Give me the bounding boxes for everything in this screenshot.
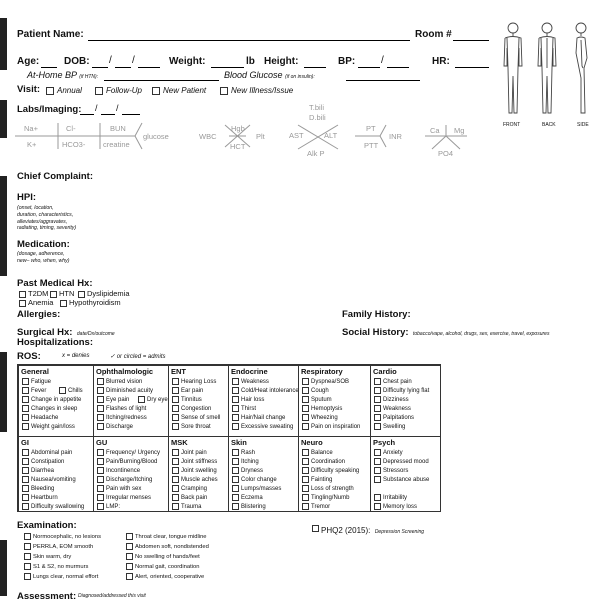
lab-ast: AST	[289, 131, 304, 140]
ros-section-title: Endocrine	[231, 367, 268, 376]
checkbox[interactable]	[302, 503, 309, 510]
lab-ptt: PTT	[364, 141, 379, 150]
checkbox[interactable]	[172, 387, 179, 394]
exam-item[interactable]: Skin warm, dry	[24, 553, 71, 560]
ros-section-title: GU	[96, 438, 108, 447]
checkbox[interactable]	[374, 378, 381, 385]
ros-section-title: Skin	[231, 438, 247, 447]
ros-section-ent	[168, 365, 229, 437]
visit-option-new-patient[interactable]: New Patient	[152, 86, 206, 95]
weight-field[interactable]	[211, 67, 244, 68]
hpi-note: (onset, location, duration, characteristics, alleviates/aggravates, radiating, timing, severity)	[17, 205, 77, 232]
visit-option-new-illness[interactable]: New Illness/Issue	[220, 86, 293, 95]
ros-item[interactable]: Difficulty swallowing	[22, 503, 84, 511]
ros-section-respiratory	[298, 365, 371, 437]
room-label: Room #	[415, 29, 452, 40]
lab-creatine: creatine	[103, 140, 130, 149]
checkbox[interactable]	[19, 291, 26, 298]
ros-item[interactable]: Joint swelling	[172, 467, 217, 475]
assessment-note: Diagnosed/addressed this visit	[78, 593, 146, 599]
checkbox[interactable]	[22, 503, 29, 510]
ros-item[interactable]: Lumps/masses	[232, 485, 281, 493]
checkbox[interactable]	[374, 467, 381, 474]
checkbox[interactable]	[374, 476, 381, 483]
ros-item[interactable]: Blurred vision	[97, 378, 142, 386]
ros-item[interactable]: Swelling	[374, 423, 405, 431]
bp-label: BP:	[338, 56, 356, 67]
checkbox[interactable]	[24, 553, 31, 560]
lab-alkp: Alk P	[307, 149, 325, 158]
checkbox[interactable]	[22, 476, 29, 483]
checkbox[interactable]	[232, 485, 239, 492]
checkbox[interactable]	[172, 485, 179, 492]
checkbox[interactable]	[172, 494, 179, 501]
checkbox[interactable]	[138, 396, 145, 403]
ros-item[interactable]: Sputum	[302, 396, 332, 404]
ros-section-gi	[18, 436, 94, 512]
ros-item[interactable]: Hair loss	[232, 396, 264, 404]
ros-item[interactable]: Pain with sex	[97, 485, 141, 493]
checkbox[interactable]	[172, 378, 179, 385]
ros-item[interactable]: Anxiety	[374, 449, 403, 457]
checkbox[interactable]	[232, 476, 239, 483]
exam-item[interactable]: Normal gait, coordination	[126, 563, 199, 570]
exam-item[interactable]: PERRLA, EOM smooth	[24, 543, 93, 550]
ros-item[interactable]: Hearing Loss	[172, 378, 216, 386]
bp-diastolic-field[interactable]	[387, 67, 409, 68]
athome-bp-field[interactable]	[104, 80, 219, 81]
checkbox[interactable]	[97, 485, 104, 492]
family-history-label: Family History:	[342, 309, 411, 320]
ros-item[interactable]: Dry eye	[138, 396, 168, 404]
ros-legend-denies: x = denies	[62, 353, 90, 359]
ros-section-title: Psych	[373, 438, 396, 447]
ros-item[interactable]: Headache	[22, 414, 58, 422]
checkbox[interactable]	[59, 387, 66, 394]
ros-item[interactable]: Congestion	[172, 405, 211, 413]
ros-item[interactable]: Thirst	[232, 405, 256, 413]
checkbox[interactable]	[374, 423, 381, 430]
checkbox[interactable]	[22, 387, 29, 394]
chief-complaint-label: Chief Complaint:	[17, 171, 93, 182]
ros-item[interactable]: Fever	[22, 387, 46, 395]
checkbox[interactable]	[302, 414, 309, 421]
checkbox[interactable]	[232, 458, 239, 465]
checkbox[interactable]	[302, 378, 309, 385]
ros-item[interactable]: Ear pain	[172, 387, 203, 395]
ros-item[interactable]: Excessive sweating	[232, 423, 293, 431]
lab-hgb: Hgb	[231, 124, 245, 133]
age-label: Age:	[17, 56, 40, 67]
ros-item[interactable]: Constipation	[22, 458, 64, 466]
ros-item[interactable]: Fainting	[302, 476, 332, 484]
ros-item[interactable]: Pain on inspiration	[302, 423, 360, 431]
ros-item[interactable]: Cough	[302, 387, 329, 395]
ros-section-title: MSK	[171, 438, 188, 447]
checkbox[interactable]	[172, 503, 179, 510]
body-label-front: FRONT	[503, 122, 521, 128]
checkbox[interactable]	[232, 449, 239, 456]
lab-cl: Cl-	[66, 124, 76, 133]
pmh-option-hypothyroidism[interactable]: Hypothyroidism	[60, 298, 121, 307]
checkbox[interactable]	[172, 414, 179, 421]
checkbox[interactable]	[22, 396, 29, 403]
surgical-history: Surgical Hx: date/Dx/outcome	[17, 327, 115, 338]
exam-item[interactable]: S1 & S2, no murmurs	[24, 563, 88, 570]
checkbox[interactable]	[232, 467, 239, 474]
ros-item[interactable]: Chest pain	[374, 378, 412, 386]
checkbox[interactable]	[97, 387, 104, 394]
ros-section-msk	[168, 436, 229, 512]
checkbox[interactable]	[232, 387, 239, 394]
blood-glucose-label: Blood Glucose	[224, 70, 283, 80]
ros-item[interactable]: Itching/redness	[97, 414, 147, 422]
lab-bun: BUN	[110, 124, 126, 133]
checkbox[interactable]	[302, 458, 309, 465]
checkbox[interactable]	[172, 458, 179, 465]
ros-item[interactable]: Loss of strength	[302, 485, 354, 493]
ros-item[interactable]: Trauma	[172, 503, 201, 511]
checkbox[interactable]	[126, 533, 133, 540]
visit-label: Visit:	[17, 84, 41, 95]
left-margin-bar	[0, 352, 7, 432]
pmh-option-anemia[interactable]: Anemia	[19, 298, 53, 307]
hr-field[interactable]	[455, 67, 489, 68]
checkbox[interactable]	[302, 405, 309, 412]
ros-item[interactable]: Coordination	[302, 458, 345, 466]
body-label-back: BACK	[542, 122, 556, 128]
checkbox[interactable]	[374, 387, 381, 394]
ros-item[interactable]: Substance abuse	[374, 476, 429, 484]
ros-section-title: GI	[21, 438, 29, 447]
checkbox[interactable]	[97, 449, 104, 456]
lab-inr: INR	[389, 132, 402, 141]
checkbox[interactable]	[172, 405, 179, 412]
hr-label: HR:	[432, 56, 450, 67]
ros-section-title: Ophthalmologic	[96, 367, 154, 376]
checkbox[interactable]	[60, 300, 67, 307]
ros-section-title: Respiratory	[301, 367, 343, 376]
athome-bp-label: At-Home BP	[27, 70, 77, 80]
ros-item[interactable]: Eczema	[232, 494, 263, 502]
body-diagram	[497, 18, 597, 130]
blood-glucose-field[interactable]	[346, 80, 420, 81]
exam-item[interactable]: Throat clear, tongue midline	[126, 533, 207, 540]
checkbox[interactable]	[232, 378, 239, 385]
allergies-label: Allergies:	[17, 309, 61, 320]
ros-section-cardio	[370, 365, 441, 437]
checkbox[interactable]	[172, 476, 179, 483]
checkbox[interactable]	[312, 525, 319, 532]
lab-alt: ALT	[324, 131, 338, 140]
exam-item[interactable]: Normocephalic, no lesions	[24, 533, 101, 540]
ros-item[interactable]: Diarrhea	[22, 467, 54, 475]
ros-section-gu	[93, 436, 169, 512]
checkbox[interactable]	[78, 291, 85, 298]
ros-item[interactable]: Irritability	[374, 494, 407, 502]
visit-option-annual[interactable]: Annual	[46, 86, 82, 95]
checkbox[interactable]	[232, 494, 239, 501]
checkbox[interactable]	[232, 423, 239, 430]
ros-item[interactable]: Wheezing	[302, 414, 338, 422]
checkbox[interactable]	[22, 405, 29, 412]
checkbox[interactable]	[97, 494, 104, 501]
exam-item[interactable]: Abdomen soft, nondistended	[126, 543, 209, 550]
ros-section-neuro	[298, 436, 371, 512]
ros-label: ROS:	[17, 351, 41, 362]
ros-item[interactable]: Hemoptysis	[302, 405, 342, 413]
lab-wbc: WBC	[199, 132, 217, 141]
ros-item[interactable]: Change in appetite	[22, 396, 81, 404]
ros-item[interactable]: Dizziness	[374, 396, 409, 404]
checkbox[interactable]	[126, 553, 133, 560]
checkbox[interactable]	[22, 449, 29, 456]
ros-item[interactable]: Weakness	[232, 378, 269, 386]
checkbox[interactable]	[232, 396, 239, 403]
ros-section-title: General	[21, 367, 49, 376]
ros-item[interactable]: Nausea/vomiting	[22, 476, 76, 484]
left-margin-bar	[0, 540, 7, 596]
social-history: Social History: tobacco/vape, alcohol, drugs, sex, exercise, travel, exposures	[342, 327, 550, 338]
ros-item[interactable]: Frequency/ Urgency	[97, 449, 160, 457]
ros-item[interactable]: Abdominal pain	[22, 449, 72, 457]
dob-month-field[interactable]	[92, 67, 108, 68]
lab-po4: PO4	[438, 149, 454, 158]
ros-item[interactable]: Difficulty speaking	[302, 467, 359, 475]
checkbox[interactable]	[19, 300, 26, 307]
ros-item[interactable]: Changes in sleep	[22, 405, 77, 413]
ros-item[interactable]: Balance	[302, 449, 333, 457]
ros-item[interactable]: Color change	[232, 476, 277, 484]
height-label: Height:	[264, 56, 299, 67]
checkbox[interactable]	[374, 396, 381, 403]
checkbox[interactable]	[22, 467, 29, 474]
ros-item[interactable]: Blistering	[232, 503, 266, 511]
hpi-label: HPI:	[17, 192, 36, 203]
ros-item[interactable]: Sore throat	[172, 423, 211, 431]
checkbox[interactable]	[232, 414, 239, 421]
ros-item[interactable]: Pain/Burning/Blood	[97, 458, 157, 466]
checkbox[interactable]	[24, 533, 31, 540]
checkbox[interactable]	[24, 543, 31, 550]
weight-label: Weight:	[169, 56, 206, 67]
checkbox[interactable]	[97, 458, 104, 465]
checkbox[interactable]	[22, 458, 29, 465]
checkbox[interactable]	[374, 405, 381, 412]
checkbox[interactable]	[302, 467, 309, 474]
checkbox[interactable]	[152, 87, 160, 95]
checkbox[interactable]	[126, 543, 133, 550]
checkbox[interactable]	[302, 387, 309, 394]
ros-item[interactable]: Fatigue	[22, 378, 51, 386]
checkbox[interactable]	[97, 405, 104, 412]
patient-name-field[interactable]	[88, 40, 410, 41]
checkbox[interactable]	[97, 503, 104, 510]
ros-item[interactable]: Tremor	[302, 503, 330, 511]
checkbox[interactable]	[22, 423, 29, 430]
ros-item[interactable]: Joint pain	[172, 449, 207, 457]
hospitalizations-label: Hospitalizations:	[17, 337, 94, 348]
ros-section-title: Neuro	[301, 438, 323, 447]
checkbox[interactable]	[172, 449, 179, 456]
ros-item[interactable]: Cramping	[172, 485, 207, 493]
ros-section-general	[18, 365, 94, 437]
weight-unit: lb	[246, 56, 255, 67]
ros-item[interactable]: Discharge	[97, 423, 133, 431]
checkbox[interactable]	[374, 503, 381, 510]
lab-dbili: D.bili	[309, 113, 326, 122]
lab-na: Na+	[24, 124, 38, 133]
lab-tbili: T.bili	[309, 103, 325, 112]
ros-item[interactable]: Tinnitus	[172, 396, 202, 404]
ros-item[interactable]: Flashes of light	[97, 405, 146, 413]
checkbox[interactable]	[374, 414, 381, 421]
lab-pt: PT	[366, 124, 376, 133]
checkbox[interactable]	[302, 396, 309, 403]
ros-item[interactable]: Joint stiffness	[172, 458, 217, 466]
checkbox[interactable]	[95, 87, 103, 95]
ros-item[interactable]: Heartburn	[22, 494, 58, 502]
checkbox[interactable]	[220, 87, 228, 95]
checkbox[interactable]	[97, 378, 104, 385]
ros-item[interactable]: Difficulty lying flat	[374, 387, 429, 395]
checkbox[interactable]	[172, 396, 179, 403]
ros-item[interactable]: Hair/Nail change	[232, 414, 285, 422]
phq2[interactable]: PHQ2 (2015): Depression Screening	[312, 520, 424, 538]
ros-item[interactable]: Sense of smell	[172, 414, 220, 422]
dob-day-field[interactable]	[115, 67, 131, 68]
ros-item[interactable]: Stressors	[374, 467, 408, 475]
ros-item[interactable]: LMP:	[97, 503, 120, 511]
checkbox[interactable]	[46, 87, 54, 95]
checkbox[interactable]	[302, 494, 309, 501]
checkbox[interactable]	[50, 291, 57, 298]
ros-item[interactable]: Dryness	[232, 467, 263, 475]
ros-section-title: Cardio	[373, 367, 397, 376]
ros-item[interactable]: Incontinence	[97, 467, 140, 475]
ros-item[interactable]: Chills	[59, 387, 83, 395]
left-margin-bar	[0, 176, 7, 276]
exam-item[interactable]: Alert, oriented, cooperative	[126, 573, 204, 580]
ros-item[interactable]: Itching	[232, 458, 259, 466]
ros-item[interactable]: Cold/Heat intolerance	[232, 387, 299, 395]
checkbox[interactable]	[302, 449, 309, 456]
labs-label: Labs/Imaging:	[17, 104, 82, 115]
ros-item[interactable]: Weakness	[374, 405, 411, 413]
lab-glucose: glucose	[143, 132, 169, 141]
ros-item[interactable]: Eye pain	[97, 396, 129, 404]
ros-item[interactable]: Weight gain/loss	[22, 423, 75, 431]
examination-label: Examination:	[17, 520, 77, 531]
ros-item[interactable]: Bleeding	[22, 485, 54, 493]
checkbox[interactable]	[302, 485, 309, 492]
body-label-side: SIDE	[577, 122, 589, 128]
checkbox[interactable]	[126, 573, 133, 580]
ros-legend-admits: ✓ or circled = admits	[110, 354, 166, 360]
lab-mg: Mg	[454, 126, 465, 135]
checkbox[interactable]	[97, 467, 104, 474]
pmh-option-dyslipidemia[interactable]: Dyslipidemia	[78, 289, 130, 298]
room-field[interactable]	[453, 40, 489, 41]
assessment-label: Assessment:	[17, 591, 77, 602]
ros-grid	[17, 364, 441, 512]
ros-section-title: ENT	[171, 367, 186, 376]
checkbox[interactable]	[97, 476, 104, 483]
blood-glucose-note: (if on insulin):	[285, 74, 315, 80]
medication-label: Medication:	[17, 239, 70, 250]
lab-hco3: HCO3-	[62, 140, 86, 149]
checkbox[interactable]	[22, 494, 29, 501]
checkbox[interactable]	[24, 563, 31, 570]
height-field[interactable]	[304, 67, 326, 68]
checkbox[interactable]	[172, 467, 179, 474]
ros-section-psych	[370, 436, 441, 512]
ros-item[interactable]: Palpitations	[374, 414, 414, 422]
checkbox[interactable]	[374, 449, 381, 456]
checkbox[interactable]	[22, 414, 29, 421]
checkbox[interactable]	[126, 563, 133, 570]
ros-item[interactable]: Irregular menses	[97, 494, 151, 502]
lab-k: K+	[27, 140, 37, 149]
exam-item[interactable]: No swelling of hands/feet	[126, 553, 200, 560]
medication-note: (dosage, adherence, new– who, when, why)	[17, 251, 70, 264]
lab-hct: HCT	[230, 142, 246, 151]
checkbox[interactable]	[172, 423, 179, 430]
checkbox[interactable]	[232, 503, 239, 510]
ros-item[interactable]: Back pain	[172, 494, 207, 502]
dob-year-field[interactable]	[138, 67, 160, 68]
ros-item[interactable]: Muscle aches	[172, 476, 218, 484]
dob-label: DOB:	[64, 56, 90, 67]
ros-section-endocrine	[228, 365, 299, 437]
checkbox[interactable]	[22, 378, 29, 385]
ros-item[interactable]: Dyspnea/SOB	[302, 378, 349, 386]
age-field[interactable]	[41, 67, 57, 68]
checkbox[interactable]	[97, 423, 104, 430]
lab-diagrams	[0, 115, 500, 163]
ros-item[interactable]: Diminished acuity	[97, 387, 153, 395]
ros-item[interactable]: Tingling/Numb	[302, 494, 349, 502]
ros-item[interactable]: Discharge/Itching	[97, 476, 152, 484]
athome-bp-note: (if HTN):	[79, 74, 99, 80]
ros-section-ophthalmologic	[93, 365, 169, 437]
ros-item[interactable]: Depressed mood	[374, 458, 429, 466]
ros-item[interactable]: Rash	[232, 449, 255, 457]
checkbox[interactable]	[232, 405, 239, 412]
checkbox[interactable]	[97, 396, 104, 403]
ros-item[interactable]: Memory loss	[374, 503, 417, 511]
checkbox[interactable]	[97, 414, 104, 421]
exam-item[interactable]: Lungs clear, normal effort	[24, 573, 98, 580]
checkbox[interactable]	[22, 485, 29, 492]
checkbox[interactable]	[24, 573, 31, 580]
pmh-label: Past Medical Hx:	[17, 278, 93, 289]
lab-plt: Plt	[256, 132, 265, 141]
pmh-option-htn[interactable]: HTN	[50, 289, 74, 298]
checkbox[interactable]	[374, 494, 381, 501]
checkbox[interactable]	[302, 476, 309, 483]
left-margin-bar	[0, 18, 7, 70]
lab-ca: Ca	[430, 126, 440, 135]
checkbox[interactable]	[302, 423, 309, 430]
checkbox[interactable]	[374, 458, 381, 465]
pmh-option-t2dm[interactable]: T2DM	[19, 289, 48, 298]
patient-name-label: Patient Name:	[17, 29, 84, 40]
ros-section-skin	[228, 436, 299, 512]
bp-systolic-field[interactable]	[358, 67, 380, 68]
visit-option-follow-up[interactable]: Follow-Up	[95, 86, 142, 95]
